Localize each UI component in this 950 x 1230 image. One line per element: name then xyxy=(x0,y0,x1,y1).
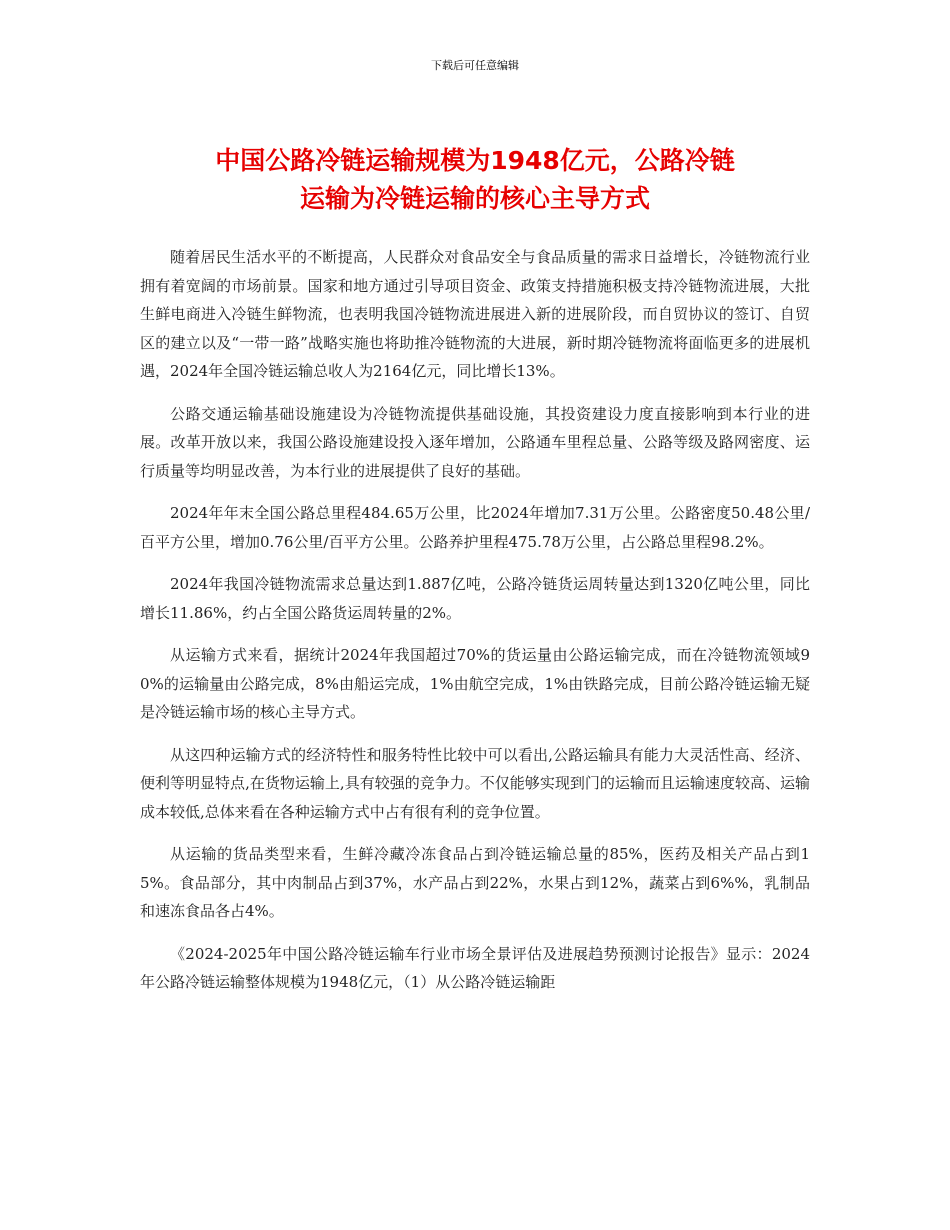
document-title xyxy=(140,142,810,218)
paragraph-6: 从这四种运输方式的经济特性和服务特性比较中可以看出,公路运输具有能力大灵活性高、经济、便利等明显特点,在货物运输上,具有较强的竞争力。不仅能够实现到门的运输而且运输速度较高、运输成本较低,总体来看在各种运输方式中占有很有利的竞争位置。 xyxy=(140,745,810,821)
page-header: 下载后可任意编辑 xyxy=(431,59,519,72)
title-line-1: 中国公路冷链运输规模为1948亿元，公路冷链 xyxy=(215,146,735,175)
paragraph-8: 《2024-2025年中国公路冷链运输车行业市场全景评估及进展趋势预测讨论报告》显示：2024年公路冷链运输整体规模为1948亿元，（1）从公路冷链运输距 xyxy=(140,944,810,991)
paragraph-5: 从运输方式来看，据统计2024年我国超过70%的货运量由公路运输完成，而在冷链物流领域90%的运输量由公路完成，8%由船运完成，1%由航空完成，1%由铁路完成，目前公路冷链运输无疑是冷链运输市场的核心主导方式。 xyxy=(140,646,810,721)
title-line-2: 运输为冷链运输的核心主导方式 xyxy=(299,184,650,213)
paragraph-4: 2024年我国冷链物流需求总量达到1.887亿吨，公路冷链货运周转量达到1320亿吨公里，同比增长11.86%，约占全国公路货运周转量的2%。 xyxy=(140,575,810,622)
paragraph-7: 从运输的货品类型来看，生鲜冷藏冷冻食品占到冷链运输总量的85%，医药及相关产品占到15%。食品部分，其中肉制品占到37%，水产品占到22%，水果占到12%，蔬菜占到6%%，乳制品和速冻食品各占4%。 xyxy=(140,845,810,920)
paragraph-3: 2024年年末全国公路总里程484.65万公里，比2024年增加7.31万公里。公路密度50.48公里/百平方公里，增加0.76公里/百平方公里。公路养护里程475.78万公里，占公路总里程98.2%。 xyxy=(140,504,810,551)
paragraph-1: 随着居民生活水平的不断提高，人民群众对食品安全与食品质量的需求日益增长，冷链物流行业拥有着宽阔的市场前景。国家和地方通过引导项目资金、政策支持措施积极支持冷链物流进展，大批生鲜电商进入冷链生鲜物流，也表明我国冷链物流进展进入新的进展阶段，而自贸协议的签订、自贸区的建立以及“一带一路”战略实施也将助推冷链物流的大进展，新时期冷链物流将面临更多的进展机遇，2024年全国冷链运输总收人为2164亿元，同比增长13%。 xyxy=(140,248,810,380)
paragraph-2: 公路交通运输基础设施建设为冷链物流提供基础设施，其投资建设力度直接影响到本行业的进展。改革开放以来，我国公路设施建设投入逐年增加，公路通车里程总量、公路等级及路网密度、运行质量等均明显改善，为本行业的进展提供了良好的基础。 xyxy=(140,404,810,480)
document-body xyxy=(140,243,810,1011)
